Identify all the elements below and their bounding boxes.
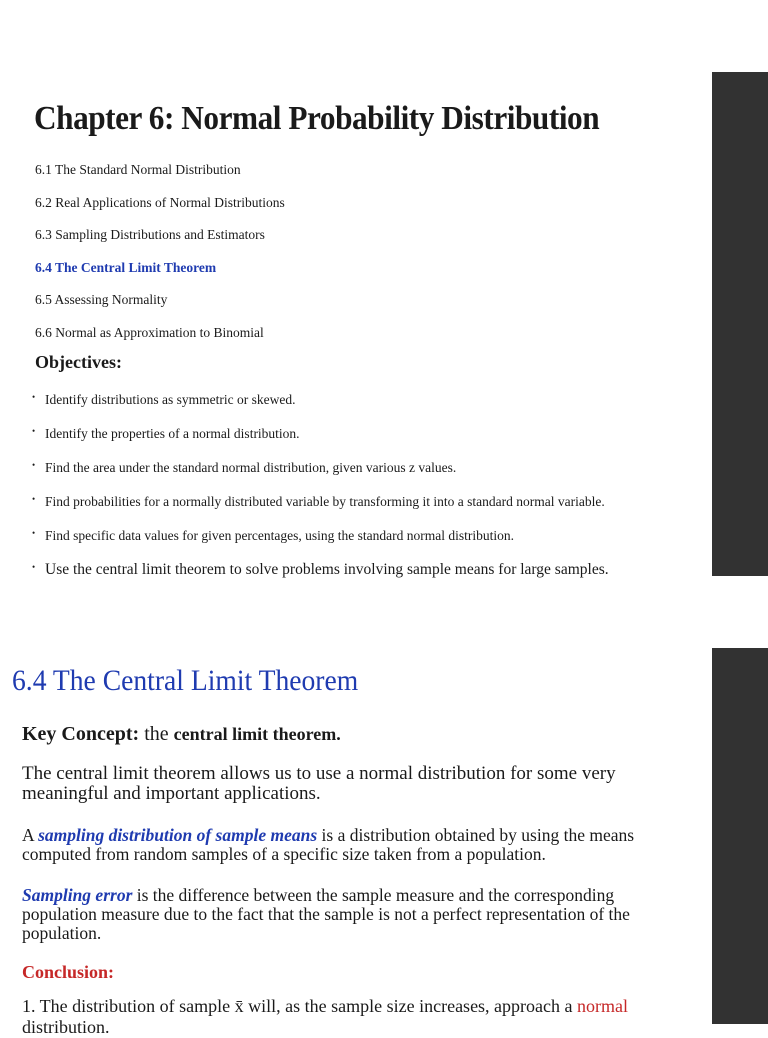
bullet-icon: • — [32, 426, 36, 436]
slide-2-sidebar — [712, 648, 768, 1024]
objectives-heading: Objectives: — [35, 352, 122, 372]
objective-item — [32, 492, 609, 526]
section-item-6-4: 6.4 The Central Limit Theorem — [35, 259, 217, 275]
objective-item — [32, 560, 609, 594]
conclusion-1-text: 1. The distribution of sample x̄ will, as the sample size increases, approach a — [22, 996, 578, 1016]
sdsm-term: sampling distribution of sample means — [38, 825, 318, 845]
intro-paragraph: The central limit theorem allows us to use a normal distribution for some very meaningful and important applications. — [22, 763, 616, 804]
conclusion-1-highlight: normal — [577, 996, 629, 1016]
section-item-6-2: 6.2 Real Applications of Normal Distributions — [35, 194, 285, 210]
objective-text: Use the central limit theorem to solve problems involving sample means for large samples. — [45, 561, 609, 578]
sampling-error-paragraph — [22, 886, 662, 943]
sampling-error-rest: is the difference between the sample measure and the corresponding population measure due to the fact that the sample is not a perfect representation of the population. — [22, 885, 630, 943]
objective-text: Find the area under the standard normal distribution, given various z values. — [45, 460, 457, 475]
section-item-6-6: 6.6 Normal as Approximation to Binomial — [35, 324, 264, 340]
bullet-icon: • — [32, 494, 36, 504]
key-concept-term: central limit theorem. — [173, 724, 341, 744]
conclusion-item-1 — [22, 995, 628, 1017]
bullet-icon: • — [32, 528, 36, 538]
section-item-6-5: 6.5 Assessing Normality — [35, 292, 168, 307]
bullet-icon: • — [32, 562, 36, 572]
key-concept-prefix: the — [139, 723, 174, 745]
section-item-6-3: 6.3 Sampling Distributions and Estimators — [35, 227, 265, 242]
chapter-title: Chapter 6: Normal Probability Distribution — [34, 100, 600, 137]
objective-item — [32, 458, 609, 492]
objective-text: Find probabilities for a normally distributed variable by transforming it into a standard normal variable. — [45, 494, 605, 509]
bullet-icon: • — [32, 392, 36, 402]
sdsm-rest: is a distribution obtained by using the means computed from random samples of a specific size taken from a population. — [22, 825, 635, 864]
key-concept — [22, 722, 341, 746]
objective-text: Find specific data values for given percentages, using the standard normal distribution. — [45, 528, 514, 543]
objectives-list — [32, 390, 609, 594]
objective-text: Identify the properties of a normal distribution. — [45, 426, 300, 441]
conclusion-item-1-continued: distribution. — [22, 1017, 110, 1037]
slide-1-sidebar — [712, 72, 768, 576]
section-item-6-1: 6.1 The Standard Normal Distribution — [35, 162, 241, 177]
objective-item — [32, 526, 609, 560]
sdsm-prefix: A — [22, 825, 39, 845]
sampling-error-term: Sampling error — [22, 885, 133, 905]
conclusion-heading: Conclusion: — [22, 962, 115, 982]
bullet-icon: • — [32, 460, 36, 470]
section-title: 6.4 The Central Limit Theorem — [12, 664, 359, 697]
key-concept-label: Key Concept: — [22, 723, 140, 745]
objective-item — [32, 390, 609, 424]
section-list — [35, 160, 285, 355]
sampling-distribution-paragraph — [22, 826, 662, 864]
objective-item — [32, 424, 609, 458]
objective-text: Identify distributions as symmetric or skewed. — [45, 392, 296, 407]
